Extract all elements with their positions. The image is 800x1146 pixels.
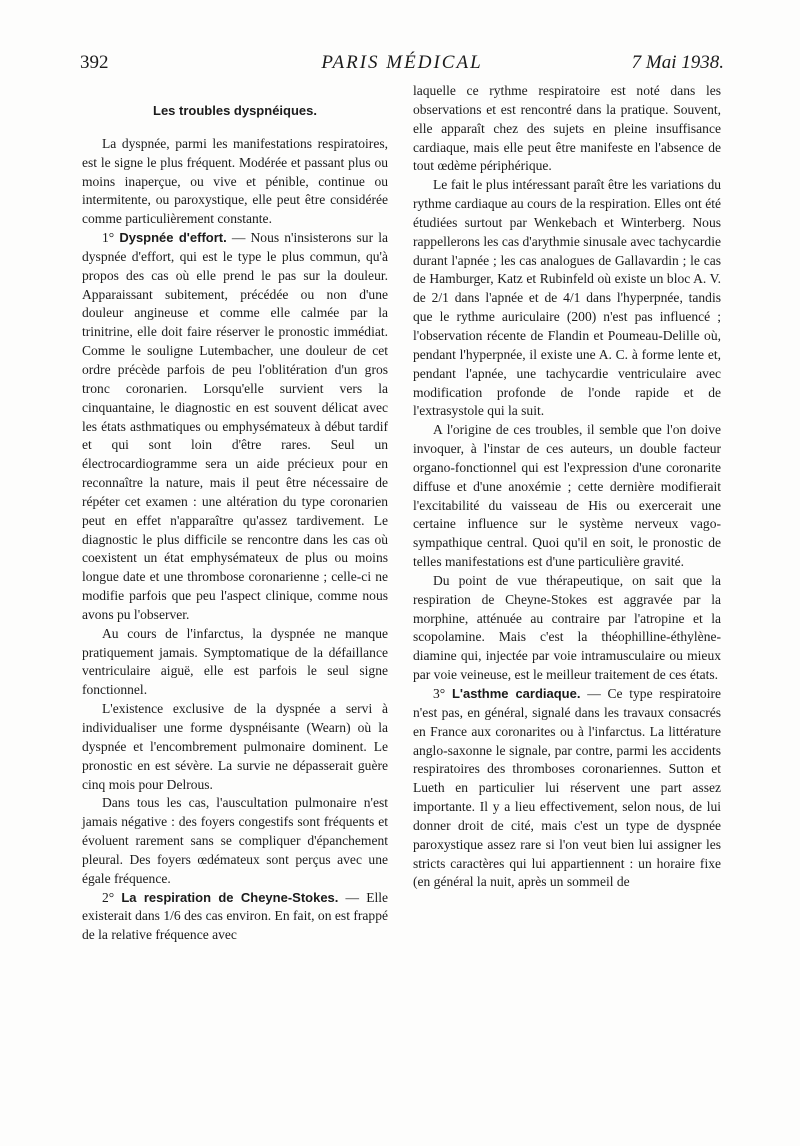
subsection-dyspnee-effort — [82, 229, 388, 625]
subsection-text: — Ce type respiratoire n'est pas, en général, signalé dans les travaux consacrés en France aux coronarites ou à l'infarctus. La littérature anglo-saxonne le signale, par contre, parmi les accidents respiratoires des thromboses coronariennes. Sutton et Lueth en particulier lui réservent une part assez importante. Il y a lieu effectivement, selon nous, de lui donner droit de cité, mais c'est un type de dyspnée paroxystique assez rare si l'on veut bien lui assigner les stricts caractères qui lui appartiennent : un horaire fixe (en général la nuit, après un sommeil de — [413, 686, 721, 890]
subsection-cheyne-stokes — [82, 889, 388, 946]
subsection-text: — Nous n'insisterons sur la dyspnée d'effort, qui est le type le plus commun, qu'à propos des cas où elle prend le pas sur la douleur. Apparaissant subitement, précédée ou non d'une douleur angineuse et comme elle calmée par la trinitrine, elle doit faire réserver le pronostic immédiat. Comme le souligne Lutembacher, une douleur de cet ordre précède parfois de peu l'oblitération d'un gros tronc coronarien. Lorsqu'elle survient vers la cinquantaine, le diagnostic en est souvent délicat avec les états asthmatiques ou emphysémateux à début tardif et qui sont loin d'être rares. Seul un électrocardiogramme sera un aide précieux pour en reconnaître la nature, mais il peut être nécessaire de répéter cet examen : une altération du type coronarien peut en effet n'apparaître qu'assez tardivement. Le diagnostic le plus difficile se rencontre dans les cas où coexistent un état emphysémateux de plus ou moins longue date et une thrombose coronarienne ; celle-ci ne modifie parfois que peu l'aspect clinique, comme nous avons pu l'observer. — [82, 230, 388, 622]
subsection-number: 2° — [102, 889, 115, 905]
subsection-title: L'asthme cardiaque. — [451, 686, 581, 701]
right-column — [413, 82, 721, 892]
left-column — [82, 82, 388, 945]
section-title: Les troubles dyspnéiques. — [153, 103, 317, 118]
paragraph: Le fait le plus intéressant paraît être les variations du rythme cardiaque au cours de la respiration. Elles ont été étudiées surtout par Wenkebach et Winterberg. Nous rappellerons les cas d'arythmie sinusale avec tachycardie durant l'apnée ; les cas analogues de Gallavardin ; le cas de Hamburger, Katz et Rubinfeld où existe un bloc A. V. de 2/1 dans l'apnée et de 4/1 dans l'hyperpnée, tandis que le rythme auriculaire (200) n'est pas influencé ; l'observation récente de Flandin et Poumeau-Delille où, pendant l'hyperpnée, il existe une A. C. à forme lente et, pendant l'apnée, une tachycardie ventriculaire avec modification profonde de l'onde rapide et de l'extrasystole qui la suit. — [413, 177, 721, 419]
paragraph: L'existence exclusive de la dyspnée a servi à individualiser une forme dyspnéisante (Wearn) où la dyspnée et l'encombrement pulmonaire dominent. Le pronostic en est sévère. La survie ne dépasserait guère cinq mois pour Delrous. — [82, 701, 388, 792]
subsection-text: — Elle existerait dans 1/6 des cas environ. En fait, on est frappé de la relative fréquence avec — [82, 889, 389, 943]
paragraph: Au cours de l'infarctus, la dyspnée ne manque pratiquement jamais. Symptomatique de la défaillance ventriculaire aiguë, elle est parfois le seul signe fonctionnel. — [82, 625, 388, 698]
paragraph: Du point de vue thérapeutique, on sait que la respiration de Cheyne-Stokes est aggravée par la morphine, atténuée au contraire par l'atropine et la scopolamine. Mais c'est la théophilline-éthylène-diamine qui, injectée par voie intramusculaire ou mieux par voie veineuse, est le meilleur traitement de ces états. — [413, 572, 721, 683]
subsection-title: La respiration de Cheyne-Stokes. — [121, 889, 339, 905]
subsection-title: Dyspnée d'effort. — [119, 230, 227, 246]
page-header — [80, 52, 724, 78]
issue-date: 7 Mai 1938. — [631, 52, 724, 73]
subsection-number: 3° — [433, 686, 446, 701]
paragraph: laquelle ce rythme respiratoire est noté dans les observations et est rencontré dans la pratique. Souvent, elle apparaît chez des sujets en pleine insuffisance cardiaque, mais elle peut être manifeste en l'absence de tout œdème périphérique. — [413, 83, 721, 174]
paragraph: A l'origine de ces troubles, il semble que l'on doive invoquer, à l'instar de ces auteurs, un double facteur organo-fonctionnel qui est l'expression d'une coronarite diffuse et d'une anoxémie ; cette dernière modifierait l'excitabilité du vaisseau de His ou exercerait une certaine influence sur le système nerveux vago-sympathique central. Quoi qu'il en soit, le pronostic de telles manifestations est d'une particulière gravité. — [413, 422, 721, 570]
journal-title: PARIS MÉDICAL — [321, 52, 483, 73]
page-number: 392 — [80, 52, 109, 73]
subsection-number: 1° — [102, 230, 115, 246]
paragraph: La dyspnée, parmi les manifestations respiratoires, est le signe le plus fréquent. Modérée et passant plus ou moins inaperçue, ou vive et pénible, continue ou intermitente, ou paroxystique, elle peut être considérée comme particulièrement constante. — [82, 135, 388, 227]
subsection-asthme-cardiaque — [413, 685, 721, 892]
paragraph: Dans tous les cas, l'auscultation pulmonaire n'est jamais négative : des foyers congestifs sont fréquents et évoluent rarement sans se compliquer d'épanchement pleural. Des foyers œdémateux sont perçus avec une égale fréquence. — [82, 795, 388, 886]
